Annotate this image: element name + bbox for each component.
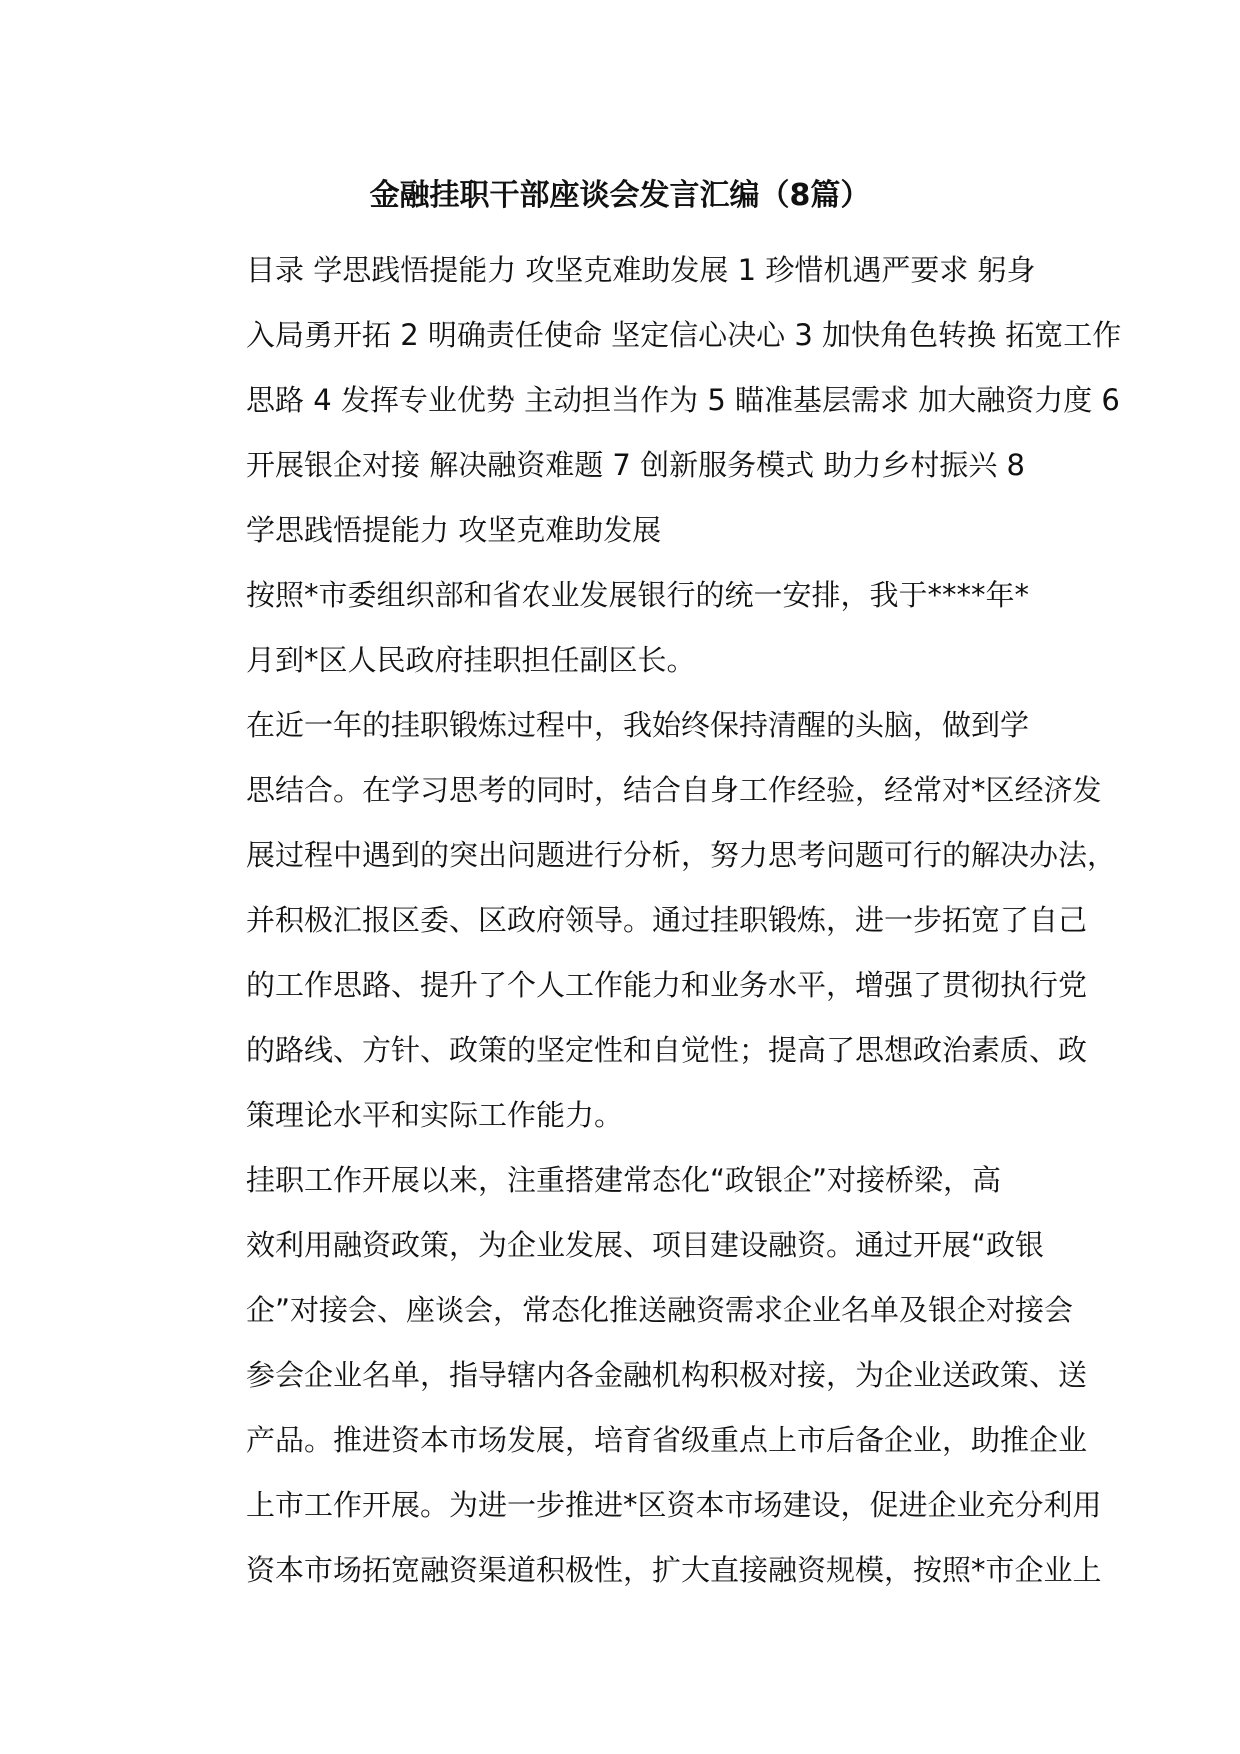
text-line: 的路线、方针、政策的坚定性和自觉性；提高了思想政治素质、政 — [246, 1033, 1088, 1067]
text-line: 挂职工作开展以来，注重搭建常态化“政银企”对接桥梁，高 — [246, 1163, 1002, 1197]
text-line: 按照*市委组织部和省农业发展银行的统一安排，我于****年* — [246, 578, 1030, 612]
paragraph-section-heading — [188, 498, 1080, 563]
paragraph-study — [188, 693, 1117, 1148]
text-line: 策理论水平和实际工作能力。 — [246, 1098, 624, 1132]
document-title: 金融挂职干部座谈会发言汇编（8篇） — [369, 178, 871, 213]
text-line: 目录 学思践悟提能力 攻坚克难助发展 1 珍惜机遇严要求 躬身 — [246, 253, 1036, 287]
paragraph-work — [188, 1148, 1102, 1603]
text-line: 学思践悟提能力 攻坚克难助发展 — [246, 513, 662, 547]
text-line: 在近一年的挂职锻炼过程中，我始终保持清醒的头脑，做到学 — [246, 708, 1030, 742]
text-line: 月到*区人民政府挂职担任副区长。 — [246, 643, 696, 677]
paragraph-intro — [188, 563, 1080, 693]
paragraph-toc — [188, 238, 1122, 498]
text-line: 的工作思路、提升了个人工作能力和业务水平，增强了贯彻执行党 — [246, 968, 1088, 1002]
text-line: 开展银企对接 解决融资难题 7 创新服务模式 助力乡村振兴 8 — [246, 448, 1025, 482]
text-line: 企”对接会、座谈会，常态化推送融资需求企业名单及银企对接会 — [246, 1293, 1074, 1327]
text-line: 思路 4 发挥专业优势 主动担当作为 5 瞄准基层需求 加大融资力度 6 — [246, 383, 1120, 417]
document-body — [188, 238, 1122, 1603]
text-line: 入局勇开拓 2 明确责任使命 坚定信心决心 3 加快角色转换 拓宽工作 — [246, 318, 1122, 352]
text-line: 并积极汇报区委、区政府领导。通过挂职锻炼，进一步拓宽了自己 — [246, 903, 1088, 937]
text-line: 展过程中遇到的突出问题进行分析，努力思考问题可行的解决办法， — [246, 838, 1117, 872]
text-line: 资本市场拓宽融资渠道积极性，扩大直接融资规模，按照*市企业上 — [246, 1553, 1102, 1587]
text-line: 参会企业名单，指导辖内各金融机构积极对接，为企业送政策、送 — [246, 1358, 1088, 1392]
text-line: 效利用融资政策，为企业发展、项目建设融资。通过开展“政银 — [246, 1228, 1045, 1262]
text-line: 产品。推进资本市场发展，培育省级重点上市后备企业，助推企业 — [246, 1423, 1088, 1457]
text-line: 上市工作开展。为进一步推进*区资本市场建设，促进企业充分利用 — [246, 1488, 1102, 1522]
text-line: 思结合。在学习思考的同时，结合自身工作经验，经常对*区经济发 — [246, 773, 1102, 807]
